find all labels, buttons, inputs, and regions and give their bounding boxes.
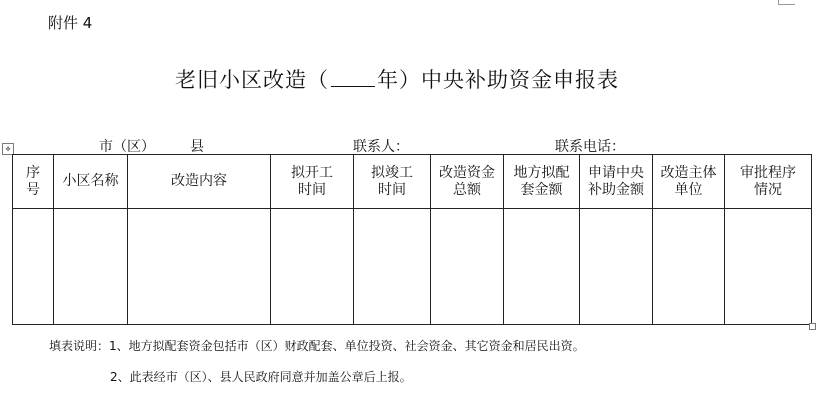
column-header: 改造资金 总额 xyxy=(431,155,504,209)
column-header: 序 号 xyxy=(13,155,54,209)
table-move-handle-icon[interactable]: ✥ xyxy=(2,143,14,155)
table-cell[interactable] xyxy=(54,209,128,325)
column-header: 审批程序 情况 xyxy=(725,155,812,209)
table-cell[interactable] xyxy=(431,209,504,325)
table-row xyxy=(13,209,812,325)
column-header: 改造主体 单位 xyxy=(653,155,725,209)
year-blank xyxy=(331,68,375,87)
table-cell[interactable] xyxy=(128,209,271,325)
page-corner-mark xyxy=(778,0,795,5)
table-cell[interactable] xyxy=(725,209,812,325)
filling-instructions-line-2: 2、此表经市（区）、县人民政府同意并加盖公章后上报。 xyxy=(110,370,412,384)
table-cell[interactable] xyxy=(354,209,431,325)
contact-phone-label: 联系电话： xyxy=(555,139,625,155)
county-label: 县 xyxy=(190,139,204,155)
form-title-suffix: 年）中央补助资金申报表 xyxy=(377,68,619,92)
filling-instructions-line-1: 填表说明：1、地方拟配套资金包括市（区）财政配套、单位投资、社会资金、其它资金和居民出资。 xyxy=(49,339,585,353)
contact-person-label: 联系人： xyxy=(353,139,409,155)
table-cell[interactable] xyxy=(504,209,580,325)
table-cell[interactable] xyxy=(271,209,354,325)
table-cell[interactable] xyxy=(13,209,54,325)
table-header-row xyxy=(13,155,812,209)
form-title-prefix: 老旧小区改造（ xyxy=(175,68,329,92)
table-cell[interactable] xyxy=(653,209,725,325)
form-title xyxy=(175,64,619,94)
column-header: 地方拟配 套金额 xyxy=(504,155,580,209)
table-resize-handle[interactable] xyxy=(809,323,816,330)
table-cell[interactable] xyxy=(580,209,653,325)
column-header: 拟竣工 时间 xyxy=(354,155,431,209)
city-label: 市（区） xyxy=(99,139,155,155)
column-header: 小区名称 xyxy=(54,155,128,209)
column-header: 改造内容 xyxy=(128,155,271,209)
column-header: 申请中央 补助金额 xyxy=(580,155,653,209)
column-header: 拟开工 时间 xyxy=(271,155,354,209)
attachment-label: 附件 4 xyxy=(48,14,93,32)
application-table xyxy=(12,154,812,325)
